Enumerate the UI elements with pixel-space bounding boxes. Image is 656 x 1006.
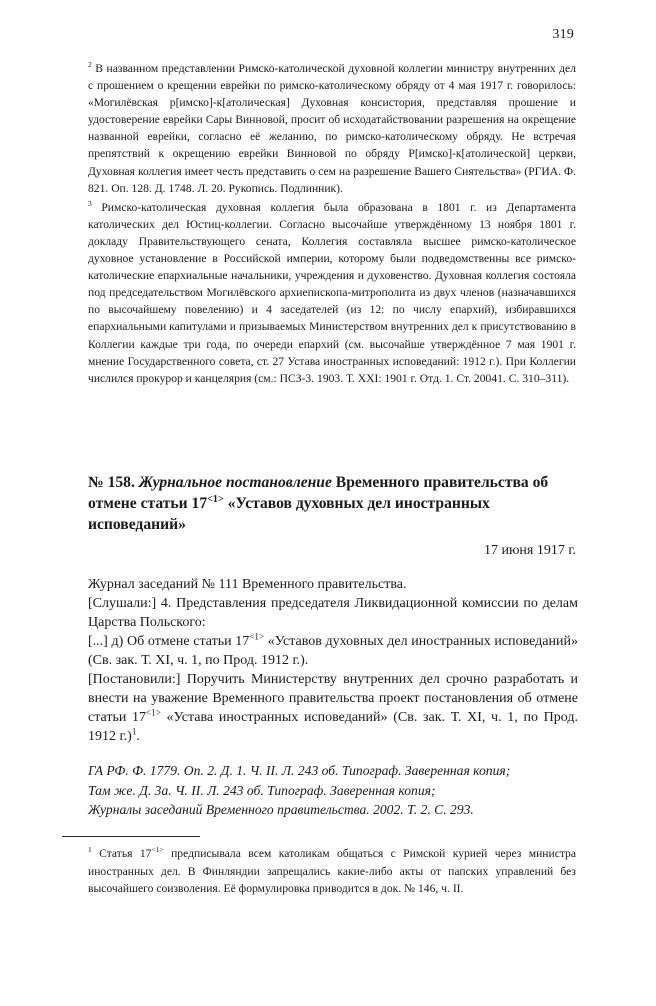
source-line: Там же. Д. 3а. Ч. II. Л. 243 об. Типограф. Заверенная копия; (88, 782, 436, 798)
document-body (88, 575, 578, 746)
preceding-footnotes (88, 60, 576, 387)
text-run: . (136, 729, 140, 744)
footnote-text: Римско-католическая духовная коллегия была образована в 1801 г. из Департамента католических дел Юстиц-коллегии. Согласно высочайше утверждённому 13 ноября 1801 г. докладу Правительствующего сената, Коллегия составляла высшее римско-католическое духовное установление в Российской империи, которому были подведомственны все римско-католические епархиальные начальники, учреждения и духовенство. Духовная коллегия состояла под председательством Могилёвского архиепископа-митрополита из двух членов (назначавшихся по высочайшему повелению) и 4 заседателей (из 12: по числу епархий), избиравшихся епархиальными капитулами и призываемых Министерством внутренних дел к присутствованию в Коллегии каждые три года, по очереди епархий (см. высочайше утверждённое 7 мая 1901 г. мнение Государственного совета, ст. 27 Устава иностранных исповеданий: 1912 г.). При Коллегии числился прокурор и канцелярия (см.: ПСЗ-3. 1903. Т. XXI: 1901 г. Отд. 1. Ст. 20041. С. 310–311). (88, 200, 576, 385)
document-title-part: «Уставов духовных дел иностранных исповеданий» (88, 495, 490, 533)
document-title-part: Временного правительства об отмене статьи 17 (88, 474, 549, 512)
text-run: [...] д) Об отмене статьи 17 (88, 634, 250, 649)
archival-sources (88, 761, 583, 820)
text-run: Статья 17 (91, 847, 152, 860)
text-run: «Уставов духовных дел иностранных исповеданий» (Св. зак. Т. XI, ч. 1, по Прод. 1912 г.). (88, 634, 578, 668)
footnote-mark: 1 (88, 845, 92, 855)
text-run: предписывала всем католикам общаться с Римской курией через министра иностранных дел. В Финляндии запрещались какие-либо акты от папских управлений без высочайшего соизволения. Её формулировка приводится в док. № 146, ч. II. (88, 847, 576, 895)
text-run: [Постановили:] Поручить Министерству внутренних дел срочно разработать и внести на уважение Временного правительства проект постановления об отмене статьи 17 (88, 672, 578, 725)
text-run: «Устава иностранных исповеданий» (Св. зак. Т. XI, ч. 1, по Прод. 1912 г.) (88, 710, 578, 744)
footnote-divider (62, 836, 200, 837)
document-number: № 158. (88, 474, 135, 491)
document-title-italic: Журнальное постановление (138, 474, 332, 491)
footnote-text: В названном представлении Римско-католической духовной коллегии министру внутренних дел с прошением о крещении еврейки по римско-католическому обряду от 4 мая 1917 г. говорилось: «Могилёвская р[имско]-к[атолическая] Духовная консистория, представляя прошение и удостоверение еврейки Сары Винновой, просит об исходатайствовании разрешения на окрещение названной еврейки, согласно её желанию, по римско-католическому обряду. Не встречая препятствий к окрещению еврейки Винновой по обряду Р[имско]-к[атолической] церкви, Духовная коллегия имеет честь представить о сем на разрешение Вашего Сиятельства» (РГИА. Ф. 821. Оп. 128. Д. 1748. Л. 20. Рукопись. Подлинник). (88, 62, 576, 195)
source-line: Журналы заседаний Временного правительства. 2002. Т. 2. С. 293. (88, 802, 474, 817)
footnote-mark: 3 (88, 198, 92, 208)
source-line: ГА РФ. Ф. 1779. Оп. 2. Д. 1. Ч. II. Л. 243 об. Типограф. Заверенная копия; (88, 763, 511, 778)
document-date: 17 июня 1917 г. (483, 543, 576, 558)
page-number: 319 (552, 27, 574, 42)
paragraph: [Слушали:] 4. Представления председателя Ликвидационной комиссии по делам Царства Польского: (88, 596, 578, 630)
footnote-2 (88, 60, 576, 197)
paragraph (88, 670, 578, 746)
footnote-1 (88, 845, 576, 898)
title-superscript: <1> (207, 493, 224, 505)
footnote-3 (88, 199, 576, 387)
paragraph (88, 632, 578, 670)
paragraph: Журнал заседаний № 111 Временного правительства. (88, 577, 407, 592)
superscript: <1> (249, 631, 265, 642)
document-title (88, 472, 578, 535)
superscript: <1> (146, 707, 161, 718)
superscript: <1> (151, 845, 164, 855)
footnote-reference: 1 (131, 726, 137, 737)
footnote-mark: 2 (88, 60, 92, 70)
page-footnotes (88, 845, 576, 898)
